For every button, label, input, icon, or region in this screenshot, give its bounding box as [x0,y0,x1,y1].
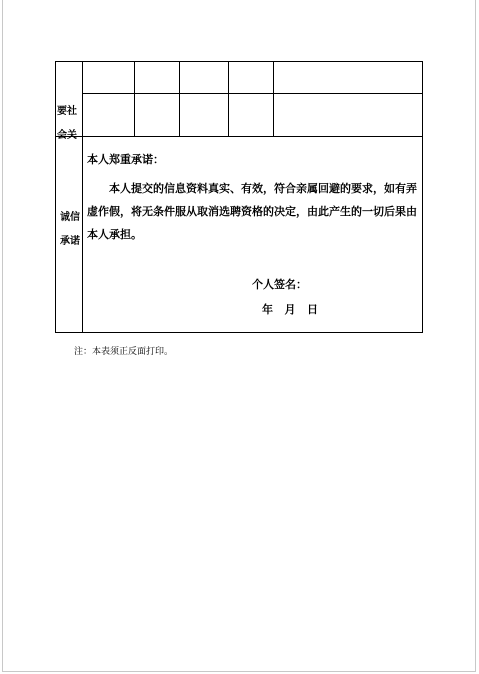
table-section-divider [55,136,423,137]
social-relations-label-line-2: 会关 [57,130,77,141]
promise-heading: 本人郑重承诺： [87,153,164,166]
social-relations-label-line-1: 要社 [57,106,77,117]
label-column-divider [82,61,83,333]
table-column-divider [134,61,135,136]
table-column-divider [273,61,274,136]
signature-label: 个人签名： [252,278,307,291]
integrity-label-line-2: 承诺 [60,236,80,247]
promise-body: 本人提交的信息资料真实、有效，符合亲属回避的要求，如有弄虚作假，将无条件服从取消选聘资格的决定，由此产生的一切后果由本人承担。 [87,182,417,241]
integrity-label-line-1: 诚信 [60,212,80,223]
date-label: 年 月 日 [262,303,318,316]
print-note: 注：本表须正反面打印。 [74,347,174,357]
table-column-divider [228,61,229,136]
table-column-divider [179,61,180,136]
